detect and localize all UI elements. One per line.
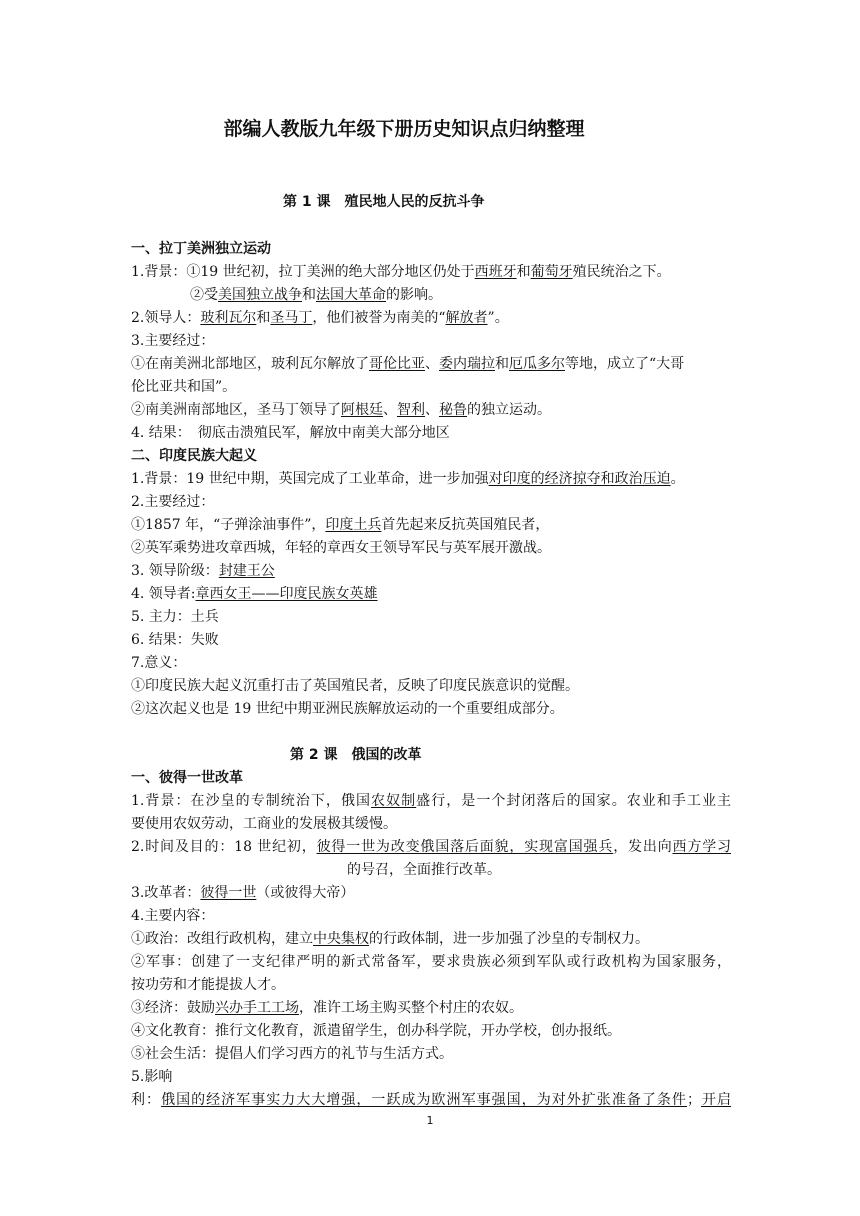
lesson-number: 第 2 课 [290,747,338,763]
text-line: ②英军乘势进攻章西城，年轻的章西女王领导军民与英军展开激战。 [131,540,551,556]
text-line: ②军事：创建了一支纪律严明的新式常备军，要求贵族必须到军队或行政机构为国家服务， [131,954,731,970]
text-line: 3.改革者：彼得一世（或彼得大帝） [131,885,355,901]
text-line: 1.背景：①19 世纪初，拉丁美洲的绝大部分地区仍处于西班牙和葡萄牙殖民统治之下。 [131,264,671,280]
text-line: ②受美国独立战争和法国大革命的影响。 [190,287,442,303]
text-line: 2.主要经过： [131,494,215,510]
text-line: 按功劳和才能提拔人才。 [131,977,285,993]
lesson-name: 俄国的改革 [351,747,422,763]
text-line: 6. 结果：失败 [131,632,219,648]
text-line: ①印度民族大起义沉重打击了英国殖民者，反映了印度民族意识的觉醒。 [131,678,579,694]
text-line: 1.背景：19 世纪中期，英国完成了工业革命，进一步加强对印度的经济掠夺和政治压迫。 [131,471,685,487]
text-line: 4.主要内容： [131,908,215,924]
text-line: 2.领导人：玻利瓦尔和圣马丁，他们被誉为南美的“解放者”。 [131,310,509,326]
text-line: ③经济：鼓励兴办手工工场，准许工场主购买整个村庄的农奴。 [131,1000,523,1016]
lesson-1-heading [283,191,485,211]
text-line: ②这次起义也是 19 世纪中期亚洲民族解放运动的一个重要组成部分。 [131,701,564,717]
document-body [131,238,731,721]
text-line: ①在南美洲北部地区，玻利瓦尔解放了哥伦比亚、委内瑞拉和厄瓜多尔等地，成立了“大哥 [131,356,685,372]
text-line: ①政治：改组行政机构，建立中央集权的行政体制，进一步加强了沙皇的专制权力。 [131,931,649,947]
text-line: 伦比亚共和国”。 [131,379,237,395]
lesson-name: 殖民地人民的反抗斗争 [344,194,485,210]
text-line: 利：俄国的经济军事实力大大增强，一跃成为欧洲军事强国，为对外扩张准备了条件；开启 [131,1092,732,1108]
text-line: 7.意义： [131,655,187,671]
section-heading: 一、拉丁美洲独立运动 [131,241,271,257]
document-body-2 [131,767,731,1112]
section-heading: 一、彼得一世改革 [131,770,243,786]
lesson-number: 第 1 课 [283,194,331,210]
page-number: 1 [426,1114,434,1127]
text-line: ①1857 年，“子弹涂油事件”，印度土兵首先起来反抗英国殖民者， [131,517,550,533]
text-line: 3.主要经过： [131,333,215,349]
text-line: ②南美洲南部地区，圣马丁领导了阿根廷、智利、秘鲁的独立运动。 [131,402,551,418]
lesson-2-heading [290,744,422,764]
text-line: 4. 结果： 彻底击溃殖民军，解放中南美大部分地区 [131,425,450,441]
text-line: 4. 领导者:章西女王——印度民族女英雄 [131,586,378,602]
text-line: 3. 领导阶级：封建王公 [131,563,275,579]
text-line: 2.时间及目的：18 世纪初，彼得一世为改变俄国落后面貌，实现富国强兵，发出向西方学习 [131,839,732,855]
text-line: 要使用农奴劳动，工商业的发展极其缓慢。 [131,816,397,832]
text-line: ④文化教育：推行文化教育，派遣留学生，创办科学院，开办学校，创办报纸。 [131,1023,621,1039]
text-line: ⑤社会生活：提倡人们学习西方的礼节与生活方式。 [131,1046,453,1062]
text-line: 1.背景：在沙皇的专制统治下，俄国农奴制盛行，是一个封闭落后的国家。农业和手工业主 [131,793,732,809]
text-line: 5. 主力：土兵 [131,609,219,625]
document-title: 部编人教版九年级下册历史知识点归纳整理 [223,118,585,140]
text-line: 的号召，全面推行改革。 [347,862,501,878]
text-line: 5.影响 [131,1069,173,1085]
section-heading: 二、印度民族大起义 [131,448,257,464]
